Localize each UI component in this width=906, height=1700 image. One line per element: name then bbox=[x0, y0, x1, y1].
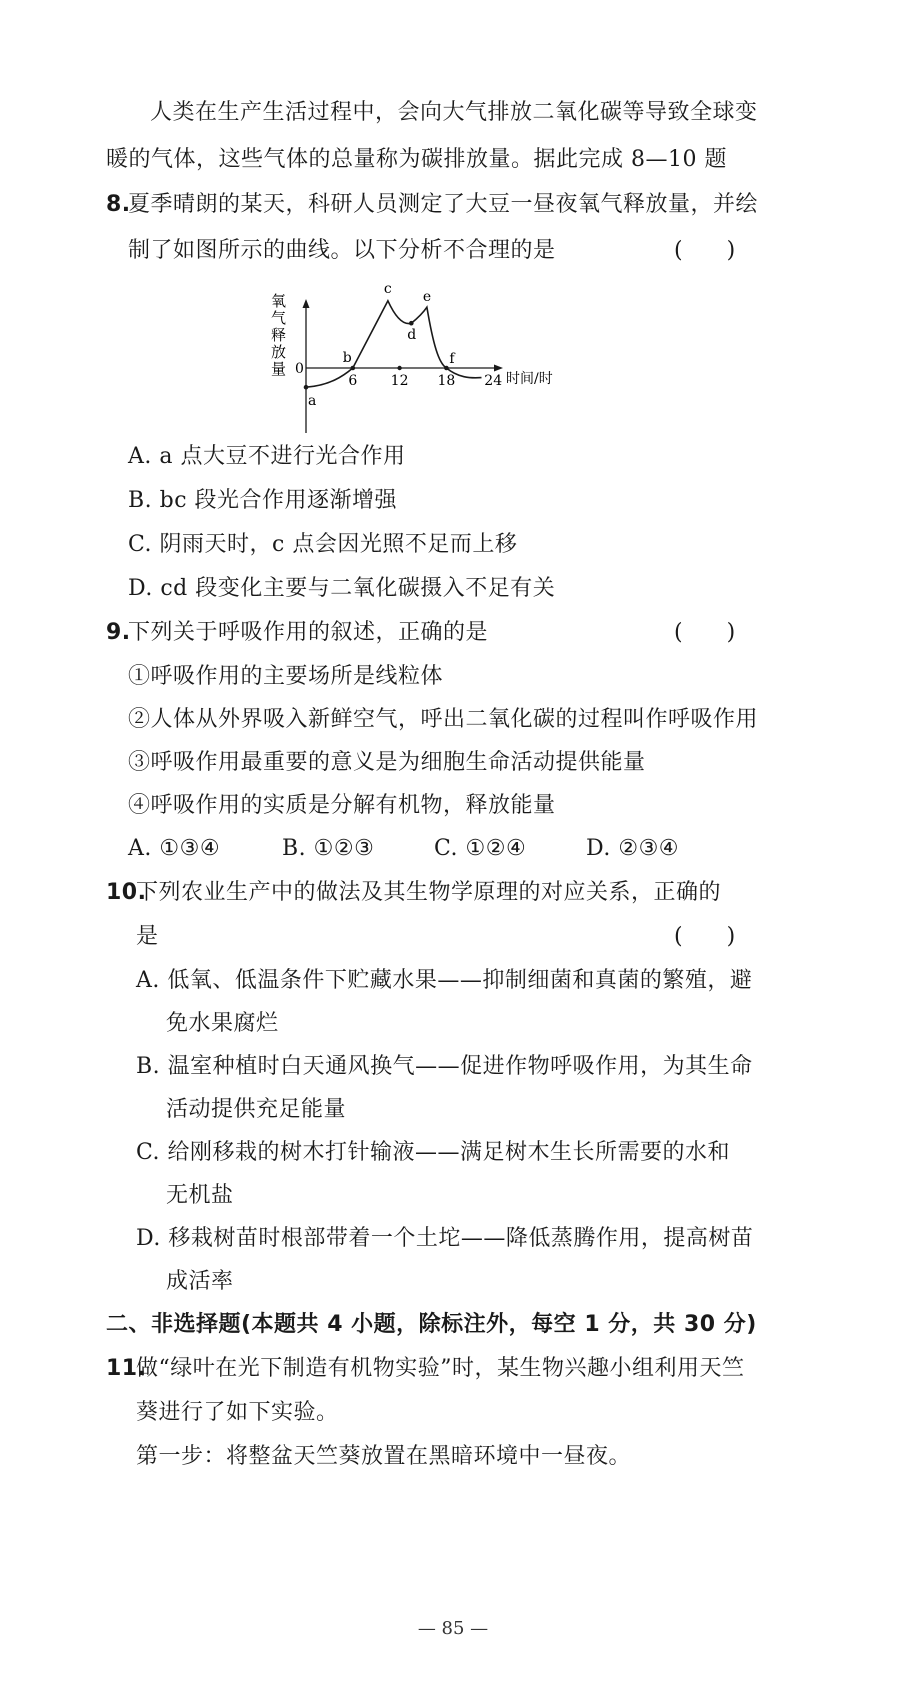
point-d-label: d bbox=[407, 327, 417, 344]
q10-option-c-line-1: C. 给刚移栽的树木打针输液——满足树木生长所需要的水和 bbox=[136, 1140, 731, 1165]
y-axis-label-char: 放 bbox=[271, 343, 287, 361]
q8-answer-paren: ( ) bbox=[674, 238, 736, 263]
q10-option-d-line-2: 成活率 bbox=[166, 1269, 234, 1294]
q9-option-b: B. ①②③ bbox=[282, 836, 375, 861]
q10-option-a-line-1: A. 低氧、低温条件下贮藏水果——抑制细菌和真菌的繁殖，避 bbox=[136, 968, 753, 993]
x-tick-label: 6 bbox=[348, 373, 358, 389]
q10-option-c-line-2: 无机盐 bbox=[166, 1183, 234, 1208]
q11-number: 11. bbox=[106, 1356, 147, 1381]
oxygen-release-chart bbox=[271, 280, 584, 438]
point-f-label: f bbox=[449, 351, 455, 367]
q9-option-a: A. ①③④ bbox=[128, 836, 221, 861]
q8-stem-line-1: 夏季晴朗的某天，科研人员测定了大豆一昼夜氧气释放量，并绘 bbox=[128, 192, 759, 217]
q10-option-b-line-2: 活动提供充足能量 bbox=[166, 1097, 347, 1122]
q10-option-b-line-1: B. 温室种植时白天通风换气——促进作物呼吸作用，为其生命 bbox=[136, 1054, 753, 1079]
q9-option-c: C. ①②④ bbox=[434, 836, 527, 861]
q8-option-b: B. bc 段光合作用逐渐增强 bbox=[128, 488, 398, 513]
y-axis-label-char: 释 bbox=[271, 326, 287, 344]
q9-answer-paren: ( ) bbox=[674, 620, 736, 645]
y-axis-label-char: 氧 bbox=[271, 292, 287, 310]
q10-stem-line-1: 下列农业生产中的做法及其生物学原理的对应关系，正确的 bbox=[136, 880, 722, 905]
x-tick-label: 18 bbox=[437, 373, 456, 389]
q9-statement-3: ③呼吸作用最重要的意义是为细胞生命活动提供能量 bbox=[128, 750, 646, 775]
point-f-dot bbox=[444, 366, 449, 371]
q8-option-c: C. 阴雨天时，c 点会因光照不足而上移 bbox=[128, 532, 518, 557]
y-axis-arrow bbox=[303, 299, 310, 308]
origin-label: 0 bbox=[295, 361, 304, 377]
point-d-dot bbox=[409, 321, 414, 326]
q8-stem-line-2: 制了如图所示的曲线。以下分析不合理的是 bbox=[128, 238, 556, 263]
chart-ylabel bbox=[271, 292, 286, 378]
point-a-label: a bbox=[308, 393, 317, 410]
x-tick-label: 12 bbox=[390, 373, 409, 389]
x-axis-label: 时间/时 bbox=[506, 371, 553, 387]
q8-number: 8. bbox=[106, 192, 131, 217]
q9-number: 9. bbox=[106, 620, 131, 645]
intro-line-1: 人类在生产生活过程中，会向大气排放二氧化碳等导致全球变 bbox=[150, 100, 758, 125]
q9-statement-1: ①呼吸作用的主要场所是线粒体 bbox=[128, 664, 444, 689]
q8-option-a: A. a 点大豆不进行光合作用 bbox=[128, 444, 406, 469]
q11-stem-line-2: 葵进行了如下实验。 bbox=[136, 1400, 339, 1425]
q10-number: 10. bbox=[106, 880, 147, 905]
q10-stem-line-2: 是 bbox=[136, 924, 159, 949]
section-2-title: 二、非选择题(本题共 4 小题，除标注外，每空 1 分，共 30 分) bbox=[106, 1312, 757, 1337]
q10-option-d-line-1: D. 移栽树苗时根部带着一个土坨——降低蒸腾作用，提高树苗 bbox=[136, 1226, 754, 1251]
point-c-label: c bbox=[383, 280, 392, 297]
point-b-label: b bbox=[342, 350, 352, 366]
x-axis-arrow bbox=[494, 365, 503, 372]
point-e-label: e bbox=[422, 289, 432, 306]
page-number: — 85 — bbox=[417, 1618, 489, 1639]
q9-stem: 下列关于呼吸作用的叙述，正确的是 bbox=[128, 620, 489, 645]
y-axis-label-char: 量 bbox=[271, 360, 287, 378]
x-tick-label: 24 bbox=[484, 373, 503, 389]
q11-step-1: 第一步：将整盆天竺葵放置在黑暗环境中一昼夜。 bbox=[136, 1444, 632, 1469]
chart-points bbox=[304, 281, 457, 409]
point-b-dot bbox=[351, 366, 356, 371]
q11-stem-line-1: 做“绿叶在光下制造有机物实验”时，某生物兴趣小组利用天竺 bbox=[136, 1356, 745, 1381]
q8-option-d: D. cd 段变化主要与二氧化碳摄入不足有关 bbox=[128, 576, 556, 601]
chart-axes bbox=[295, 299, 553, 433]
q9-option-d: D. ②③④ bbox=[586, 836, 680, 861]
q10-answer-paren: ( ) bbox=[674, 924, 736, 949]
x-tick-dot bbox=[397, 366, 401, 370]
intro-line-2: 暖的气体，这些气体的总量称为碳排放量。据此完成 8—10 题 bbox=[106, 147, 727, 172]
q9-statement-2: ②人体从外界吸入新鲜空气，呼出二氧化碳的过程叫作呼吸作用 bbox=[128, 707, 759, 732]
q9-statement-4: ④呼吸作用的实质是分解有机物，释放能量 bbox=[128, 793, 556, 818]
q10-option-a-line-2: 免水果腐烂 bbox=[166, 1011, 279, 1036]
y-axis-label-char: 气 bbox=[271, 309, 287, 327]
point-a-dot bbox=[304, 385, 309, 390]
